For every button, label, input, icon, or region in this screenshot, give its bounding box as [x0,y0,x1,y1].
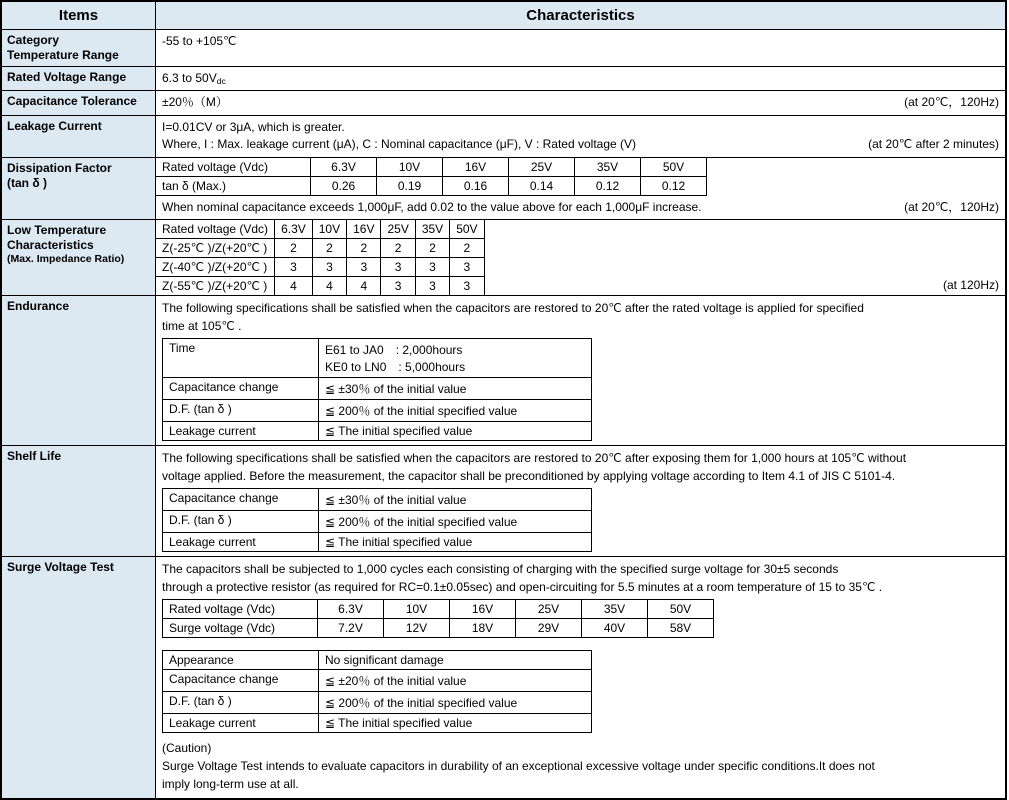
spec-table [1,1,1006,799]
row-surge-voltage-test [2,556,1006,798]
shelf-life-value-capacitance-change: ≦ ±30％ of the initial value [319,488,592,510]
dissipation-factor-footnote-wrap [156,196,1005,219]
value-endurance [156,295,1006,445]
shelf-life-table [162,488,592,552]
item-label-line3: (Max. Impedance Ratio) [7,252,125,265]
lt-z55-3: 3 [381,276,415,295]
shelf-life-label-capacitance-change: Capacitance change [163,488,319,510]
surge-caution-line2: imply long-term use at all. [162,776,299,791]
lt-row-rated-voltage [156,220,1005,239]
surge-result-label-leakage: Leakage current [163,713,319,732]
df-voltage-5: 50V [641,158,707,177]
item-label-rated-voltage-range: Rated Voltage Range [2,67,156,91]
df-tan-1: 0.19 [377,176,443,195]
leakage-current-line2: Where, I : Max. leakage current (μA), C : Nominal capacitance (μF), V : Rated voltage (V) [162,137,636,152]
item-label-surge-voltage-test: Surge Voltage Test [2,556,156,798]
endurance-table [162,338,592,441]
header-items: Items [2,2,156,30]
leakage-current-line2-wrap [162,136,999,153]
lt-label-rated-voltage: Rated voltage (Vdc) [156,220,275,239]
surge-rated-3: 25V [516,599,582,618]
surge-value-4: 40V [582,618,648,637]
row-capacitance-tolerance [2,91,1006,115]
value-rated-voltage-range [156,67,1006,91]
value-surge-voltage-test [156,556,1006,798]
surge-rated-2: 16V [450,599,516,618]
shelf-life-value-df: ≦ 200％ of the initial specified value [319,510,592,532]
df-label-rated-voltage-text: Rated voltage (Vdc) [162,159,269,174]
surge-rated-1: 10V [384,599,450,618]
lt-z25-3: 2 [381,238,415,257]
shelf-life-label-df: D.F. (tan δ ) [163,510,319,532]
value-category-temperature [156,30,1006,67]
value-dissipation-factor [156,157,1006,219]
dissipation-factor-note: (at 20℃，120Hz) [904,199,999,214]
endurance-row-df [163,399,592,421]
shelf-life-row-df [163,510,592,532]
row-dissipation-factor [2,157,1006,219]
surge-result-label-capacitance-change: Capacitance change [163,669,319,691]
endurance-time-line2: KE0 to LN0 : 5,000hours [325,359,466,374]
lt-note: (at 120Hz) [942,278,999,293]
surge-result-value-leakage: ≦ The initial specified value [319,713,592,732]
endurance-row-capacitance-change [163,377,592,399]
surge-caution [156,737,1005,798]
df-label-tan-delta: tan δ (Max.) [156,176,311,195]
endurance-label-leakage: Leakage current [163,421,319,440]
lt-label-z25: Z(-25℃ )/Z(+20℃ ) [156,238,275,257]
lt-z25-0: 2 [275,238,313,257]
lt-voltage-4: 35V [415,220,449,239]
item-label-line1: Category [7,33,60,47]
lt-z40-5: 3 [450,257,484,276]
lt-z40-2: 3 [347,257,381,276]
lt-voltage-1: 10V [312,220,346,239]
surge-rated-0: 6.3V [318,599,384,618]
row-endurance [2,295,1006,445]
surge-intro [156,557,1005,597]
lt-z55-2: 4 [347,276,381,295]
surge-intro-line1: The capacitors shall be subjected to 1,000 cycles each consisting of charging with the specified surge voltage for 30±5 seconds [162,561,839,576]
capacitance-tolerance-value: ±20％（M） [162,95,228,110]
lt-label-z40: Z(-40℃ )/Z(+20℃ ) [156,257,275,276]
df-voltage-1: 10V [377,158,443,177]
endurance-intro [156,296,1005,336]
df-tan-2: 0.16 [443,176,509,195]
surge-value-2: 18V [450,618,516,637]
endurance-time-line1: E61 to JA0 : 2,000hours [325,342,463,357]
lt-voltage-2: 16V [347,220,381,239]
table-header-row [2,2,1006,30]
endurance-label-time: Time [163,338,319,377]
df-voltage-0: 6.3V [311,158,377,177]
shelf-life-intro-line1: The following specifications shall be satisfied when the capacitors are restored to 20℃ after exposing them for 1,000 hours at 105℃ without [162,450,907,465]
df-row-tan-delta [156,176,707,195]
df-row-rated-voltage [156,158,707,177]
lt-z40-0: 3 [275,257,313,276]
lt-z25-1: 2 [312,238,346,257]
row-leakage-current [2,115,1006,157]
df-voltage-3: 25V [509,158,575,177]
shelf-life-intro-line2: voltage applied. Before the measurement, the capacitor shall be preconditioned by applying voltage according to Item 4.1 of JIS C 5101-4. [162,468,896,483]
item-label-line2: (tan δ ) [7,175,47,190]
df-tan-4: 0.12 [575,176,641,195]
shelf-life-intro [156,446,1005,486]
category-temperature-value: -55 to +105℃ [162,34,237,48]
lt-z25-4: 2 [415,238,449,257]
lt-z55-5: 3 [450,276,484,295]
value-low-temperature [156,219,1006,295]
shelf-life-row-capacitance-change [163,488,592,510]
surge-label-rated-voltage: Rated voltage (Vdc) [163,599,318,618]
surge-rated-4: 35V [582,599,648,618]
surge-value-5: 58V [648,618,714,637]
capacitance-tolerance-note: (at 20℃，120Hz) [904,95,999,110]
surge-value-3: 29V [516,618,582,637]
rated-voltage-value: 6.3 to 50V [162,71,217,85]
row-category-temperature [2,30,1006,67]
surge-result-label-appearance: Appearance [163,650,319,669]
header-characteristics: Characteristics [156,2,1006,30]
item-label-line2: Characteristics [7,237,94,252]
row-low-temperature [2,219,1006,295]
leakage-current-line1: I=0.01CV or 3μA, which is greater. [162,119,345,134]
df-voltage-2: 16V [443,158,509,177]
surge-row-rated-voltage [163,599,714,618]
surge-result-row-appearance [163,650,592,669]
df-voltage-4: 35V [575,158,641,177]
surge-value-1: 12V [384,618,450,637]
leakage-current-note: (at 20℃ after 2 minutes) [868,137,999,152]
surge-voltage-table [162,599,714,638]
endurance-row-time [163,338,592,377]
lt-z25-5: 2 [450,238,484,257]
row-shelf-life [2,445,1006,556]
surge-value-0: 7.2V [318,618,384,637]
df-label-rated-voltage [156,158,311,177]
item-label-low-temperature [2,219,156,295]
shelf-life-label-leakage: Leakage current [163,532,319,551]
low-temperature-table [156,220,1005,295]
lt-z40-3: 3 [381,257,415,276]
endurance-label-capacitance-change: Capacitance change [163,377,319,399]
surge-result-label-df: D.F. (tan δ ) [163,691,319,713]
item-label-capacitance-tolerance: Capacitance Tolerance [2,91,156,115]
endurance-row-leakage [163,421,592,440]
item-label-leakage-current: Leakage Current [2,115,156,157]
surge-label-surge-voltage: Surge voltage (Vdc) [163,618,318,637]
item-label-category-temperature [2,30,156,67]
item-label-line1: Low Temperature [7,222,107,237]
item-label-line2: Temperature Range [7,48,119,62]
endurance-intro-line2: time at 105℃ . [162,318,242,333]
endurance-intro-line1: The following specifications shall be satisfied when the capacitors are restored to 20℃ after the rated voltage is applied for specified [162,300,864,315]
df-tan-3: 0.14 [509,176,575,195]
lt-z40-4: 3 [415,257,449,276]
surge-result-row-leakage [163,713,592,732]
surge-result-table [162,650,592,733]
df-tan-0: 0.26 [311,176,377,195]
lt-z55-1: 4 [312,276,346,295]
surge-rated-5: 50V [648,599,714,618]
surge-result-value-df: ≦ 200％ of the initial specified value [319,691,592,713]
shelf-life-value-leakage: ≦ The initial specified value [319,532,592,551]
dissipation-factor-footnote: When nominal capacitance exceeds 1,000μF, add 0.02 to the value above for each 1,000μF increase. [162,199,702,214]
df-tan-5: 0.12 [641,176,707,195]
endurance-value-capacitance-change: ≦ ±30％ of the initial value [319,377,592,399]
shelf-life-row-leakage [163,532,592,551]
lt-voltage-3: 25V [381,220,415,239]
surge-caution-line1: Surge Voltage Test intends to evaluate capacitors in durability of an exceptional excessive voltage under specific conditions.It does not [162,758,875,773]
item-label-line1: Dissipation Factor [7,160,112,175]
lt-row-z55 [156,276,1005,295]
item-label-dissipation-factor [2,157,156,219]
surge-row-surge-voltage [163,618,714,637]
item-label-shelf-life: Shelf Life [2,445,156,556]
lt-voltage-0: 6.3V [275,220,313,239]
surge-result-row-capacitance-change [163,669,592,691]
lt-voltage-5: 50V [450,220,484,239]
dissipation-factor-table [156,158,707,196]
lt-z25-2: 2 [347,238,381,257]
lt-row-z25 [156,238,1005,257]
row-rated-voltage-range [2,67,1006,91]
surge-intro-line2: through a protective resistor (as required for RC=0.1±0.05sec) and open-circuiting for 5.5 minutes at a room temperature of 15 to 35℃ . [162,579,883,594]
value-shelf-life [156,445,1006,556]
surge-caution-label: (Caution) [162,740,212,755]
endurance-value-time [319,338,592,377]
surge-result-row-df [163,691,592,713]
endurance-label-df: D.F. (tan δ ) [163,399,319,421]
item-label-endurance: Endurance [2,295,156,445]
lt-row-z40 [156,257,1005,276]
surge-result-value-appearance: No significant damage [319,650,592,669]
value-leakage-current [156,115,1006,157]
endurance-value-leakage: ≦ The initial specified value [319,421,592,440]
endurance-value-df: ≦ 200％ of the initial specified value [319,399,592,421]
rated-voltage-subscript: dc [216,76,226,86]
lt-z40-1: 3 [312,257,346,276]
surge-result-value-capacitance-change: ≦ ±20％ of the initial value [319,669,592,691]
lt-z55-0: 4 [275,276,313,295]
value-capacitance-tolerance [156,91,1006,115]
lt-label-z55: Z(-55℃ )/Z(+20℃ ) [156,276,275,295]
lt-z55-4: 3 [415,276,449,295]
